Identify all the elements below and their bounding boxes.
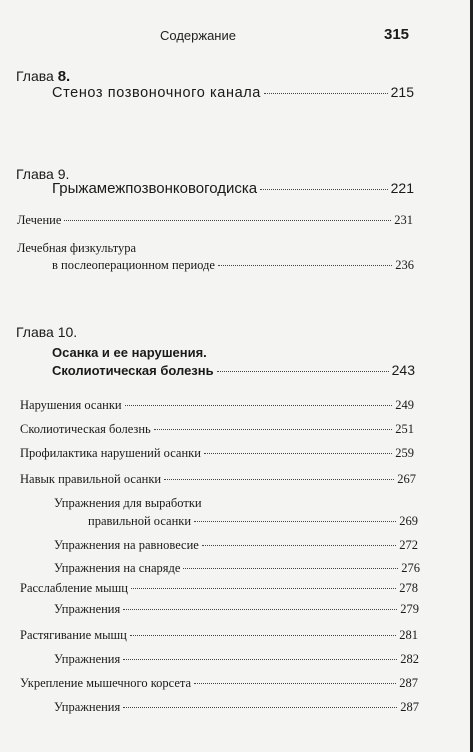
dot-leader	[194, 682, 396, 684]
dot-leader	[123, 706, 397, 708]
dot-leader	[202, 544, 396, 546]
toc-entry-page: 249	[395, 398, 414, 412]
toc-entry-physio[interactable]	[52, 258, 414, 273]
toc-entry-label: Грыжамежпозвонковогодиска	[52, 180, 258, 197]
toc-entry[interactable]	[20, 446, 414, 461]
toc-entry[interactable]	[20, 398, 414, 413]
toc-entry[interactable]	[54, 602, 419, 617]
toc-entry-page: 276	[401, 561, 420, 575]
dot-leader	[264, 92, 388, 94]
toc-entry-page: 282	[400, 652, 419, 666]
toc-entry[interactable]	[54, 700, 419, 715]
toc-entry-label-line1: Лечебная физкультура	[17, 241, 137, 255]
toc-entry-page: 287	[400, 700, 419, 714]
toc-entry-label: в послеоперационном периоде	[52, 258, 215, 272]
toc-entry-page: 231	[394, 213, 413, 227]
toc-entry-label: Растягивание мышц	[20, 628, 127, 642]
toc-entry-page: 272	[399, 538, 418, 552]
toc-entry-page: 281	[399, 628, 418, 642]
toc-entry-page: 278	[399, 581, 418, 595]
toc-entry-page: 287	[399, 676, 418, 690]
toc-entry-label: Навык правильной осанки	[20, 472, 162, 486]
toc-entry-label: Стеноз позвоночного канала	[52, 85, 261, 101]
toc-entry-page: 215	[390, 84, 414, 100]
dot-leader	[164, 478, 394, 480]
chapter-8-number: 8.	[57, 68, 71, 85]
toc-entry-ch9-title[interactable]	[52, 180, 414, 197]
toc-entry[interactable]	[54, 561, 420, 576]
dot-leader	[217, 370, 389, 372]
toc-entry-label: Сколиотическая болезнь	[52, 363, 214, 378]
toc-entry-treatment[interactable]	[17, 213, 413, 228]
toc-entry-label-line1: Упражнения для выработки	[54, 496, 202, 510]
toc-entry-label: правильной осанки	[88, 514, 192, 528]
dot-leader	[194, 520, 396, 522]
header-title: Содержание	[160, 28, 236, 43]
dot-leader	[218, 264, 392, 266]
toc-entry-page: 259	[395, 446, 414, 460]
toc-entry[interactable]	[88, 514, 418, 529]
toc-entry-ch10-title[interactable]	[52, 362, 415, 378]
toc-entry[interactable]	[54, 652, 419, 667]
dot-leader	[204, 452, 392, 454]
chapter-10-title-line1: Осанка и ее нарушения.	[52, 345, 207, 360]
dot-leader	[154, 428, 393, 430]
toc-entry-page: 279	[400, 602, 419, 616]
toc-entry-page: 251	[395, 422, 414, 436]
header-page-number: 315	[384, 26, 410, 43]
toc-entry-page: 243	[391, 362, 415, 378]
toc-entry-label: Укрепление мышечного корсета	[20, 676, 192, 690]
chapter-8-label: Глава	[16, 68, 54, 84]
chapter-10-heading: Глава 10.	[16, 324, 78, 340]
toc-entry-label: Профилактика нарушений осанки	[20, 446, 201, 460]
toc-entry-ch8[interactable]	[52, 84, 414, 101]
dot-leader	[64, 219, 391, 221]
toc-entry[interactable]	[20, 628, 418, 643]
dot-leader	[123, 658, 397, 660]
chapter-8-heading	[16, 68, 70, 85]
toc-entry-label: Упражнения	[54, 652, 121, 666]
dot-leader	[260, 188, 388, 190]
toc-entry-label: Расслабление мышц	[20, 581, 128, 595]
chapter-9-heading: Глава 9.	[16, 166, 70, 182]
toc-entry-label: Упражнения	[54, 602, 121, 616]
toc-entry-page: 221	[390, 180, 414, 196]
toc-entry[interactable]	[20, 676, 418, 691]
dot-leader	[130, 634, 396, 636]
toc-entry[interactable]	[20, 422, 414, 437]
toc-entry[interactable]	[20, 581, 418, 596]
dot-leader	[125, 404, 393, 406]
toc-entry-label: Упражнения	[54, 700, 121, 714]
toc-entry[interactable]	[20, 472, 416, 487]
toc-entry-page: 236	[395, 258, 414, 272]
toc-entry-label: Упражнения на снаряде	[54, 561, 181, 575]
toc-entry-label: Лечение	[17, 213, 62, 227]
dot-leader	[183, 567, 398, 569]
dot-leader	[123, 608, 397, 610]
toc-entry-label: Нарушения осанки	[20, 398, 122, 412]
toc-entry-label: Сколиотическая болезнь	[20, 422, 151, 436]
toc-entry-label: Упражнения на равновесие	[54, 538, 199, 552]
toc-entry-page: 267	[397, 472, 416, 486]
dot-leader	[131, 587, 396, 589]
toc-entry-page: 269	[399, 514, 418, 528]
running-header	[0, 28, 473, 48]
toc-entry[interactable]	[54, 538, 418, 553]
